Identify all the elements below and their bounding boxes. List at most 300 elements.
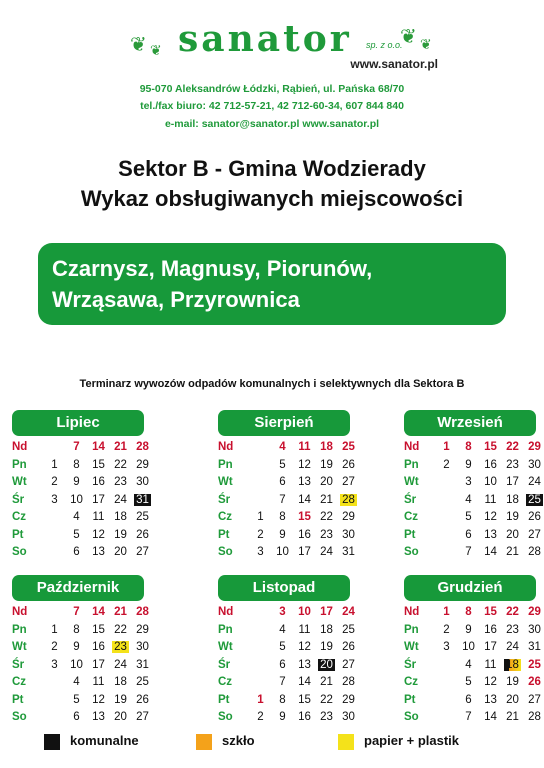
calendar-day: 26	[136, 693, 149, 706]
calendar-day: 26	[528, 511, 541, 523]
leaf-icon: ❦	[130, 34, 147, 56]
calendar-day: 10	[298, 606, 311, 618]
calendar-day: 30	[342, 528, 355, 541]
calendar-day: 27	[342, 476, 355, 488]
weekday-row	[218, 441, 358, 459]
calendar-day: 4	[465, 493, 472, 506]
weekday-row	[12, 476, 152, 494]
calendar-day: 25	[342, 441, 355, 453]
calendar-day: 1	[257, 693, 264, 706]
calendar-day: 8	[279, 511, 286, 523]
calendar-day: 20	[318, 659, 335, 671]
calendar-day: 31	[136, 658, 149, 671]
weekday-row	[404, 676, 544, 694]
weekday-label: Wt	[12, 641, 27, 653]
calendar-day: 4	[73, 511, 80, 523]
calendar-day: 27	[528, 693, 541, 706]
calendar-day: 30	[136, 476, 149, 488]
localities-banner	[38, 243, 506, 325]
calendar-day: 11	[92, 676, 105, 688]
calendar-day: 31	[342, 546, 355, 558]
calendar-day: 15	[92, 458, 105, 471]
month-name: Listopad	[218, 575, 350, 601]
localities-line-1: Czarnysz, Magnusy, Piorunów,	[52, 256, 373, 281]
calendar-day: 4	[73, 676, 80, 688]
weekday-row	[12, 546, 152, 564]
schedule-title: Terminarz wywozów odpadów komunalnych i selektywnych dla Sektora B	[79, 378, 465, 390]
calendar-day: 2	[51, 641, 58, 653]
calendar-day: 20	[506, 528, 519, 541]
legend-label: papier + plastik	[364, 733, 460, 748]
weekday-row	[404, 624, 544, 642]
calendar-day: 26	[136, 528, 149, 541]
weekday-row	[404, 659, 544, 677]
calendar-month	[404, 410, 544, 564]
calendar-day: 14	[298, 493, 311, 506]
calendar-day: 21	[320, 493, 333, 506]
calendar-day: 20	[320, 476, 333, 488]
weekday-label: So	[12, 711, 27, 723]
localities-heading: Wykaz obsługiwanych miejscowości	[80, 186, 464, 211]
calendar-day: 19	[114, 693, 127, 706]
calendar-day: 2	[51, 476, 58, 488]
calendar-day: 28	[528, 711, 541, 723]
calendar-day: 28	[136, 606, 149, 618]
weekday-label: Śr	[218, 493, 231, 506]
calendar-day: 23	[114, 476, 127, 488]
calendar-day: 5	[465, 511, 472, 523]
weekday-row	[404, 441, 544, 459]
calendar-day: 7	[279, 676, 286, 688]
leaf-icon: ❦	[400, 26, 417, 48]
weekday-label: Śr	[404, 658, 417, 671]
weekday-row	[12, 711, 152, 729]
calendar-day: 10	[462, 641, 475, 653]
calendar-day: 7	[73, 441, 80, 453]
company-address: 95-070 Aleksandrów Łódzki, Rąbień, ul. Pańska 68/70	[139, 83, 405, 95]
weekday-label: Cz	[12, 676, 27, 688]
weekday-row	[404, 694, 544, 712]
calendar-day: 20	[114, 711, 127, 723]
calendar-day: 23	[506, 458, 519, 471]
calendar-day: 25	[136, 511, 149, 523]
weekday-label: Pt	[218, 693, 230, 706]
calendar-day: 30	[528, 623, 541, 636]
calendar-day: 29	[528, 606, 541, 618]
calendar-day: 11	[484, 658, 497, 671]
calendar-day: 21	[506, 546, 519, 558]
weekday-label: Pn	[404, 458, 419, 471]
weekday-label: So	[12, 546, 27, 558]
weekday-row	[218, 711, 358, 729]
calendar-day: 25	[136, 676, 149, 688]
legend-swatch	[196, 734, 212, 750]
calendar-day: 10	[484, 476, 497, 488]
weekday-label: So	[404, 711, 419, 723]
weekday-label: Cz	[404, 676, 419, 688]
weekday-label: Pt	[12, 693, 24, 706]
weekday-row	[12, 676, 152, 694]
calendar-day: 13	[92, 546, 105, 558]
weekday-row	[12, 529, 152, 547]
weekday-label: Pn	[12, 623, 27, 636]
weekday-label: Wt	[218, 641, 233, 653]
weekday-label: Cz	[218, 511, 233, 523]
calendar-day: 19	[506, 676, 519, 688]
calendar-day: 6	[279, 658, 286, 671]
legend-swatch	[44, 734, 60, 750]
calendar-day: 5	[465, 676, 472, 688]
weekday-label: Nd	[218, 441, 234, 453]
calendar-day: 29	[136, 458, 149, 471]
calendar-day: 20	[506, 693, 519, 706]
calendar-day: 28	[528, 546, 541, 558]
calendar-day: 18	[506, 493, 519, 506]
weekday-label: Nd	[404, 441, 420, 453]
weekday-row	[404, 476, 544, 494]
weekday-row	[404, 711, 544, 729]
calendar-day: 24	[114, 658, 127, 671]
calendar-day: 9	[73, 641, 80, 653]
calendar-day: 26	[342, 458, 355, 471]
legend-label: komunalne	[70, 733, 139, 748]
calendar-day: 24	[342, 606, 355, 618]
legend-swatch	[338, 734, 354, 750]
calendar-day: 22	[506, 441, 519, 453]
calendar-day: 25	[526, 494, 543, 506]
calendar-day: 5	[279, 458, 286, 471]
calendar-day: 24	[506, 641, 519, 653]
calendar-day: 19	[506, 511, 519, 523]
calendar-day: 13	[484, 528, 497, 541]
weekday-label: Cz	[218, 676, 233, 688]
calendar-day: 16	[298, 711, 311, 723]
calendar-day: 6	[465, 693, 472, 706]
calendar-day: 30	[528, 458, 541, 471]
weekday-row	[218, 676, 358, 694]
calendar-day: 13	[92, 711, 105, 723]
calendar-day: 16	[484, 458, 497, 471]
calendar-day: 18	[114, 511, 127, 523]
calendar-day: 27	[342, 658, 355, 671]
legend-label: szkło	[222, 733, 255, 748]
calendar-day: 14	[92, 441, 105, 453]
calendar-month	[404, 575, 544, 729]
weekday-row	[12, 441, 152, 459]
weekday-row	[12, 494, 152, 512]
weekday-label: So	[218, 546, 233, 558]
calendar-day: 17	[484, 641, 497, 653]
calendar-day: 11	[298, 441, 311, 453]
calendar-day: 5	[73, 528, 80, 541]
calendar-day: 8	[465, 441, 472, 453]
calendar-month	[218, 575, 358, 729]
calendar-day: 2	[443, 623, 450, 636]
calendar-day: 24	[528, 476, 541, 488]
calendar-day: 10	[276, 546, 289, 558]
calendar-day: 23	[506, 623, 519, 636]
calendar-day: 18	[320, 441, 333, 453]
weekday-row	[218, 529, 358, 547]
calendar-day: 29	[342, 693, 355, 706]
calendar-day: 9	[465, 458, 472, 471]
weekday-label: Śr	[12, 493, 25, 506]
calendar-day: 12	[484, 511, 497, 523]
weekday-row	[218, 641, 358, 659]
calendar-day: 3	[257, 546, 264, 558]
weekday-row	[12, 606, 152, 624]
weekday-label: Cz	[404, 511, 419, 523]
calendar-day: 5	[73, 693, 80, 706]
weekday-row	[404, 606, 544, 624]
calendar-day: 25	[342, 623, 355, 636]
calendar-day: 7	[279, 493, 286, 506]
weekday-row	[404, 546, 544, 564]
calendar-day: 22	[114, 623, 127, 636]
calendar-day: 31	[528, 641, 541, 653]
calendar-day: 10	[70, 493, 83, 506]
weekday-label: So	[404, 546, 419, 558]
calendar-day: 11	[92, 511, 105, 523]
leaf-icon: ❦	[150, 42, 162, 58]
month-name: Wrzesień	[404, 410, 536, 436]
calendar-day: 9	[279, 528, 286, 541]
calendar-day: 5	[279, 641, 286, 653]
weekday-row	[218, 546, 358, 564]
calendar-day: 1	[51, 458, 58, 471]
calendar-day: 15	[484, 606, 497, 618]
calendar-day: 13	[298, 658, 311, 671]
weekday-row	[218, 606, 358, 624]
calendar-day: 25	[528, 658, 541, 671]
calendar-day: 3	[465, 476, 472, 488]
company-contact: e-mail: sanator@sanator.pl www.sanator.pl	[164, 118, 380, 130]
localities-line-2: Wrząsawa, Przyrownica	[52, 287, 300, 312]
calendar-day: 21	[506, 711, 519, 723]
weekday-row	[218, 511, 358, 529]
calendar-day: 17	[92, 493, 105, 506]
month-name: Grudzień	[404, 575, 536, 601]
calendar-day: 16	[298, 528, 311, 541]
weekday-label: Pn	[218, 458, 233, 471]
calendar-day: 16	[92, 476, 105, 488]
calendar-day: 19	[320, 641, 333, 653]
weekday-row	[12, 641, 152, 659]
calendar-day: 21	[320, 676, 333, 688]
calendar-day: 22	[506, 606, 519, 618]
calendar-day: 12	[92, 528, 105, 541]
calendar-day: 28	[342, 676, 355, 688]
calendar-month	[12, 410, 152, 564]
weekday-row	[404, 494, 544, 512]
calendar-day: 26	[342, 641, 355, 653]
weekday-label: So	[218, 711, 233, 723]
weekday-row	[12, 511, 152, 529]
weekday-label: Wt	[12, 476, 27, 488]
calendar-day: 31	[134, 494, 151, 506]
calendar-day: 2	[257, 711, 264, 723]
calendar-day: 17	[506, 476, 519, 488]
calendar-day: 6	[73, 711, 80, 723]
calendar-day: 6	[279, 476, 286, 488]
calendar-day: 3	[443, 641, 450, 653]
calendar-day: 26	[528, 676, 541, 688]
calendar-day: 1	[257, 511, 264, 523]
calendar-day: 18	[114, 676, 127, 688]
calendar-day: 7	[73, 606, 80, 618]
calendar-day: 30	[136, 641, 149, 653]
weekday-row	[218, 624, 358, 642]
weekday-label: Pt	[404, 528, 416, 541]
weekday-label: Śr	[404, 493, 417, 506]
calendar-day: 22	[320, 693, 333, 706]
calendar-day: 22	[320, 511, 333, 523]
weekday-row	[12, 459, 152, 477]
calendar-day: 18	[504, 659, 521, 671]
calendar-day: 14	[298, 676, 311, 688]
weekday-label: Pt	[404, 693, 416, 706]
calendar-day: 2	[257, 528, 264, 541]
weekday-row	[404, 459, 544, 477]
calendar-day: 19	[114, 528, 127, 541]
calendar-day: 24	[114, 493, 127, 506]
calendar-day: 28	[340, 494, 357, 506]
calendar-day: 15	[298, 693, 311, 706]
leaf-icon: ❦	[420, 36, 432, 52]
weekday-label: Pn	[218, 623, 233, 636]
calendar-day: 9	[279, 711, 286, 723]
calendar-day: 17	[92, 658, 105, 671]
calendar-day: 1	[51, 623, 58, 636]
calendar-day: 24	[320, 546, 333, 558]
calendar-day: 7	[465, 546, 472, 558]
calendar-day: 23	[320, 711, 333, 723]
weekday-label: Wt	[404, 641, 419, 653]
weekday-label: Pt	[12, 528, 24, 541]
calendar-day: 11	[298, 623, 311, 636]
weekday-row	[218, 659, 358, 677]
calendar-day: 14	[484, 546, 497, 558]
calendar-day: 17	[298, 546, 311, 558]
calendar-day: 3	[279, 606, 286, 618]
calendar-day: 28	[136, 441, 149, 453]
calendar-day: 17	[320, 606, 333, 618]
calendar-day: 4	[279, 441, 286, 453]
weekday-row	[218, 476, 358, 494]
calendar-day: 8	[279, 693, 286, 706]
brand-name: sanator	[178, 18, 352, 60]
weekday-row	[404, 641, 544, 659]
calendar-day: 4	[465, 658, 472, 671]
weekday-label: Nd	[404, 606, 420, 618]
month-name: Sierpień	[218, 410, 350, 436]
calendar-day: 16	[484, 623, 497, 636]
calendar-day: 15	[92, 623, 105, 636]
weekday-label: Nd	[12, 441, 28, 453]
calendar-month	[218, 410, 358, 564]
calendar-day: 21	[114, 441, 127, 453]
calendar-day: 1	[443, 606, 450, 618]
weekday-row	[12, 659, 152, 677]
calendar-day: 23	[320, 528, 333, 541]
calendar-day: 22	[114, 458, 127, 471]
calendar-day: 11	[484, 493, 497, 506]
brand-suffix: sp. z o.o.	[366, 40, 403, 50]
calendar-day: 3	[51, 493, 58, 506]
calendar-day: 8	[73, 458, 80, 471]
calendar-day: 15	[484, 441, 497, 453]
calendar-day: 12	[484, 676, 497, 688]
calendar-day: 15	[298, 511, 311, 523]
weekday-label: Wt	[404, 476, 419, 488]
calendar-day: 8	[73, 623, 80, 636]
calendar-day: 8	[465, 606, 472, 618]
calendar-day: 27	[136, 711, 149, 723]
calendar-day: 6	[465, 528, 472, 541]
weekday-label: Wt	[218, 476, 233, 488]
calendar-day: 20	[114, 546, 127, 558]
weekday-label: Cz	[12, 511, 27, 523]
weekday-row	[404, 511, 544, 529]
calendar-day: 27	[528, 528, 541, 541]
calendar-day: 23	[112, 641, 129, 653]
month-name: Październik	[12, 575, 144, 601]
calendar-day: 10	[70, 658, 83, 671]
month-name: Lipiec	[12, 410, 144, 436]
weekday-label: Nd	[12, 606, 28, 618]
calendar-day: 9	[73, 476, 80, 488]
weekday-row	[218, 694, 358, 712]
website-link[interactable]: www.sanator.pl	[350, 57, 438, 71]
calendar-day: 7	[465, 711, 472, 723]
weekday-label: Pn	[12, 458, 27, 471]
calendar-day: 12	[298, 641, 311, 653]
weekday-row	[218, 459, 358, 477]
weekday-row	[12, 694, 152, 712]
weekday-label: Pt	[218, 528, 230, 541]
calendar-day: 1	[443, 441, 450, 453]
weekday-label: Nd	[218, 606, 234, 618]
calendar-day: 16	[92, 641, 105, 653]
calendar-day: 12	[298, 458, 311, 471]
calendar-day: 13	[484, 693, 497, 706]
calendar-day: 29	[528, 441, 541, 453]
weekday-label: Śr	[12, 658, 25, 671]
calendar-day: 2	[443, 458, 450, 471]
calendar-day: 27	[136, 546, 149, 558]
calendar-day: 21	[114, 606, 127, 618]
calendar-day: 29	[136, 623, 149, 636]
calendar-day: 13	[298, 476, 311, 488]
weekday-row	[404, 529, 544, 547]
calendar-day: 6	[73, 546, 80, 558]
weekday-row	[218, 494, 358, 512]
weekday-label: Pn	[404, 623, 419, 636]
calendar-month	[12, 575, 152, 729]
calendar-day: 19	[320, 458, 333, 471]
calendar-day: 4	[279, 623, 286, 636]
calendar-day: 18	[320, 623, 333, 636]
sector-title: Sektor B - Gmina Wodzierady	[118, 156, 426, 181]
company-phones: tel./fax biuro: 42 712-57-21, 42 712-60-34, 607 844 840	[140, 100, 404, 112]
calendar-day: 14	[92, 606, 105, 618]
calendar-day: 3	[51, 658, 58, 671]
weekday-row	[12, 624, 152, 642]
calendar-day: 30	[342, 711, 355, 723]
calendar-day: 12	[92, 693, 105, 706]
calendar-day: 29	[342, 511, 355, 523]
calendar-day: 14	[484, 711, 497, 723]
